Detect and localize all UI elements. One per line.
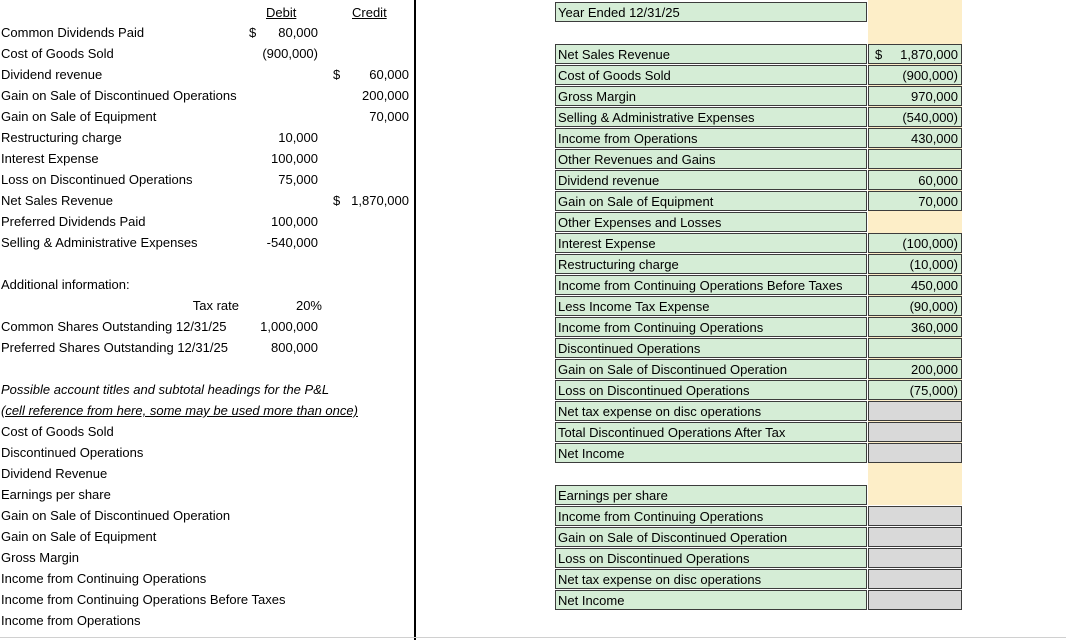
is-value-text: (900,000) [902, 68, 958, 83]
tb-credit-value[interactable]: 200,000 [362, 88, 409, 103]
tb-credit-value[interactable] [330, 148, 409, 169]
tb-credit-value[interactable] [330, 22, 409, 43]
is-value-text: 70,000 [918, 194, 958, 209]
period-header[interactable]: Year Ended 12/31/25 [555, 2, 867, 22]
preferred-shares-value[interactable]: 800,000 [271, 340, 318, 355]
is-row-value[interactable] [868, 107, 962, 127]
tb-debit-value[interactable] [240, 85, 318, 106]
is-value-text: 1,870,000 [900, 47, 958, 62]
tb-debit-value[interactable] [240, 190, 318, 211]
tb-debit-value[interactable]: 100,000 [271, 151, 318, 166]
tb-account-name[interactable]: Interest Expense [1, 151, 99, 166]
is-row-label[interactable]: Income from Operations [555, 128, 867, 148]
tb-account-name[interactable]: Gain on Sale of Discontinued Operations [1, 88, 237, 103]
is-row-value[interactable] [868, 338, 962, 358]
tb-debit-value[interactable]: 100,000 [271, 214, 318, 229]
is-value-text: 430,000 [911, 131, 958, 146]
is-row-label[interactable]: Net Sales Revenue [555, 44, 867, 64]
is-row-label[interactable]: Dividend revenue [555, 170, 867, 190]
tb-account-name[interactable]: Gain on Sale of Equipment [1, 109, 157, 124]
eps-row-label[interactable]: Gain on Sale of Discontinued Operation [555, 527, 867, 547]
tb-credit-value[interactable]: 70,000 [369, 109, 409, 124]
tb-debit-value[interactable]: -540,000 [266, 235, 318, 250]
is-value-text: (540,000) [902, 110, 958, 125]
is-row-value[interactable] [868, 296, 962, 316]
is-row-value[interactable] [868, 359, 962, 379]
tb-debit-value[interactable]: (900,000) [262, 46, 318, 61]
eps-row-value[interactable] [868, 590, 962, 610]
tb-credit-currency[interactable]: $ [333, 193, 341, 208]
eps-heading[interactable]: Earnings per share [555, 485, 867, 505]
is-row-value[interactable] [868, 170, 962, 190]
tb-credit-value[interactable] [330, 127, 409, 148]
title-list-item[interactable]: Dividend Revenue [1, 466, 108, 481]
titles-heading[interactable]: Possible account titles and subtotal headings for the P&L [1, 382, 330, 397]
is-row-label[interactable]: Income from Continuing Operations Before Taxes [555, 275, 867, 295]
title-list-item[interactable]: Gross Margin [1, 550, 80, 565]
titles-subheading[interactable]: (cell reference from here, some may be used more than once) [1, 403, 358, 418]
is-row-value[interactable] [868, 191, 962, 211]
eps-row-label[interactable]: Net Income [555, 590, 867, 610]
eps-row-value[interactable] [868, 527, 962, 547]
tb-credit-value[interactable] [330, 232, 409, 253]
is-row-label[interactable]: Net tax expense on disc operations [555, 401, 867, 421]
additional-info-heading[interactable]: Additional information: [1, 277, 130, 292]
debit-header[interactable]: Debit [266, 5, 297, 20]
is-row-value[interactable] [868, 233, 962, 253]
is-row-label[interactable]: Less Income Tax Expense [555, 296, 867, 316]
preferred-shares-label[interactable]: Preferred Shares Outstanding 12/31/25 [1, 340, 228, 355]
is-row-value[interactable] [868, 128, 962, 148]
title-list-item[interactable]: Gain on Sale of Equipment [1, 529, 157, 544]
tb-credit-value[interactable] [330, 43, 409, 64]
tb-credit-value[interactable] [330, 169, 409, 190]
is-row-value[interactable] [868, 65, 962, 85]
title-list-item[interactable]: Income from Continuing Operations Before Taxes [1, 592, 286, 607]
tb-credit-value[interactable]: 1,870,000 [351, 193, 409, 208]
title-list-item[interactable]: Gain on Sale of Discontinued Operation [1, 508, 231, 523]
title-list-item[interactable]: Income from Operations [1, 613, 141, 628]
eps-row-label[interactable]: Income from Continuing Operations [555, 506, 867, 526]
is-row-label[interactable]: Discontinued Operations [555, 338, 867, 358]
is-currency-symbol: $ [875, 47, 883, 62]
is-value-text: (75,000) [909, 383, 958, 398]
is-row-label[interactable]: Total Discontinued Operations After Tax [555, 422, 867, 442]
is-row-value[interactable] [868, 149, 962, 169]
is-value-text: (10,000) [909, 257, 958, 272]
eps-row-label[interactable]: Net tax expense on disc operations [555, 569, 867, 589]
is-row-label[interactable]: Income from Continuing Operations [555, 317, 867, 337]
is-row-label[interactable]: Gain on Sale of Discontinued Operation [555, 359, 867, 379]
is-row-label[interactable]: Restructuring charge [555, 254, 867, 274]
is-row-value[interactable] [868, 401, 962, 421]
tax-rate-label[interactable]: Tax rate [192, 298, 239, 313]
tax-rate-value[interactable]: 20% [295, 298, 322, 313]
is-value-text: 970,000 [911, 89, 958, 104]
credit-header[interactable]: Credit [352, 5, 387, 20]
is-value-text: 60,000 [918, 173, 958, 188]
is-row-value[interactable] [868, 317, 962, 337]
tb-account-name[interactable]: Cost of Goods Sold [1, 46, 114, 61]
tb-debit-value[interactable]: 80,000 [278, 25, 318, 40]
common-shares-label[interactable]: Common Shares Outstanding 12/31/25 [1, 319, 227, 334]
is-row-label[interactable]: Gain on Sale of Equipment [555, 191, 867, 211]
tb-account-name[interactable]: Net Sales Revenue [1, 193, 114, 208]
tb-debit-value[interactable] [240, 106, 318, 127]
tb-account-name[interactable]: Selling & Administrative Expenses [1, 235, 198, 250]
is-value-text: (100,000) [902, 236, 958, 251]
is-value-text: (90,000) [909, 299, 958, 314]
eps-row-label[interactable]: Loss on Discontinued Operations [555, 548, 867, 568]
is-row-label[interactable]: Loss on Discontinued Operations [555, 380, 867, 400]
column-divider [414, 0, 416, 640]
title-list-item[interactable]: Earnings per share [1, 487, 111, 502]
eps-row-value[interactable] [868, 569, 962, 589]
is-row-label[interactable]: Interest Expense [555, 233, 867, 253]
is-row-label[interactable]: Net Income [555, 443, 867, 463]
tb-debit-value[interactable]: 75,000 [278, 172, 318, 187]
is-value-text: 360,000 [911, 320, 958, 335]
eps-row-value[interactable] [868, 548, 962, 568]
is-row-label[interactable]: Cost of Goods Sold [555, 65, 867, 85]
tb-account-name[interactable]: Common Dividends Paid [1, 25, 145, 40]
is-row-label[interactable]: Gross Margin [555, 86, 867, 106]
eps-row-value[interactable] [868, 506, 962, 526]
is-row-value[interactable] [868, 44, 962, 64]
common-shares-value[interactable]: 1,000,000 [260, 319, 318, 334]
is-row-value[interactable] [868, 443, 962, 463]
tb-debit-value[interactable] [240, 64, 318, 85]
tb-account-name[interactable]: Loss on Discontinued Operations [1, 172, 193, 187]
is-row-value[interactable] [868, 422, 962, 442]
tb-credit-value[interactable]: 60,000 [369, 67, 409, 82]
is-row-value[interactable] [868, 254, 962, 274]
is-value-text: 200,000 [911, 362, 958, 377]
title-list-item[interactable]: Income from Continuing Operations [1, 571, 207, 586]
is-row-value[interactable] [868, 86, 962, 106]
tb-account-name[interactable]: Restructuring charge [1, 130, 122, 145]
is-value-text: 450,000 [911, 278, 958, 293]
bottom-gridline [0, 637, 1066, 638]
is-row-label[interactable]: Selling & Administrative Expenses [555, 107, 867, 127]
title-list-item[interactable]: Discontinued Operations [1, 445, 144, 460]
tb-account-name[interactable]: Preferred Dividends Paid [1, 214, 146, 229]
is-row-value[interactable] [868, 380, 962, 400]
is-row-label[interactable]: Other Revenues and Gains [555, 149, 867, 169]
is-row-label[interactable]: Other Expenses and Losses [555, 212, 867, 232]
tb-credit-value[interactable] [330, 211, 409, 232]
is-row-value[interactable] [868, 275, 962, 295]
tb-debit-value[interactable]: 10,000 [278, 130, 318, 145]
title-list-item[interactable]: Cost of Goods Sold [1, 424, 114, 439]
tb-account-name[interactable]: Dividend revenue [1, 67, 103, 82]
tb-credit-currency[interactable]: $ [333, 67, 341, 82]
tb-debit-currency[interactable]: $ [249, 25, 257, 40]
